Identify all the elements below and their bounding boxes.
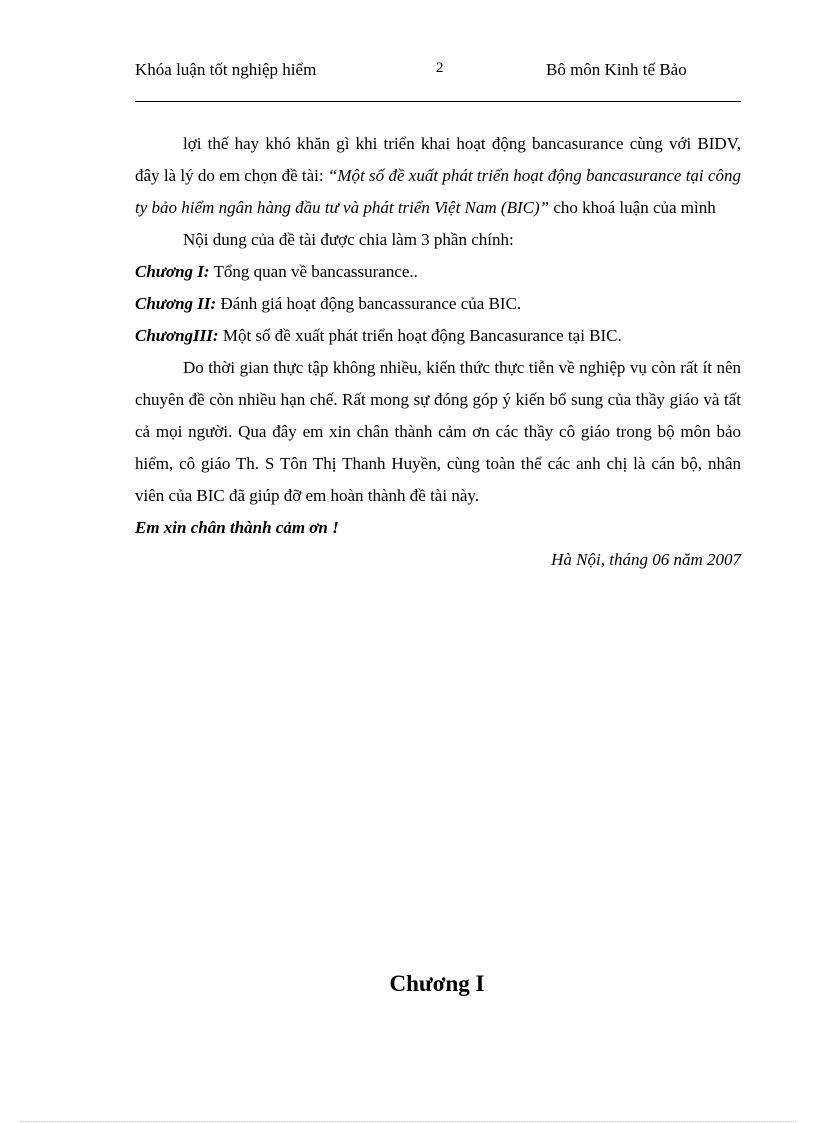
intro-paragraph (135, 128, 741, 224)
header-divider (135, 101, 741, 102)
page-number: 2 (436, 60, 444, 76)
chapter-heading: Chương I (389, 971, 485, 996)
intro-paragraph-start: lợi thế hay khó khăn gì khi triển khai hoạt động bancasurance cùng với BIDV, đây là lý do em chọn đề tài: (135, 134, 741, 185)
page-bottom-divider (20, 1121, 796, 1122)
chapter-label: Chương I: (135, 262, 210, 281)
parts-intro: Nội dung của đề tài được chia làm 3 phần chính: (183, 230, 514, 249)
date-line: Hà Nội, tháng 06 năm 2007 (551, 550, 741, 569)
chapter-list-item (135, 288, 741, 320)
chapter-description: Đánh giá hoạt động bancassurance của BIC. (216, 294, 522, 313)
header-right-title: Bô môn Kinh tế Bảo (546, 60, 687, 79)
thesis-title-quote: “Một số đề xuất phát triển hoạt động bancasurance tại công ty bảo hiểm ngân hàng đầu tư và phát triển Việt Nam (BIC)” (135, 166, 741, 217)
chapter-label: Chương II: (135, 294, 217, 313)
chapter-list-item (135, 256, 741, 288)
chapter-description: Tổng quan về bancassurance.. (209, 262, 418, 281)
acknowledgement-paragraph: Do thời gian thực tập không nhiều, kiến thức thực tiễn về nghiệp vụ còn rất ít nên chuyên đề còn nhiều hạn chế. Rất mong sự đóng góp ý kiến bổ sung của thầy giáo và tất cả mọi người. Qua đây em xin chân thành cảm ơn các thầy cô giáo trong bộ môn bảo hiểm, cô giáo Th. S Tôn Thị Thanh Huyền, cùng toàn thể các anh chị là cán bộ, nhân viên của BIC đã giúp đỡ em hoàn thành đề tài này. (135, 358, 741, 505)
closing-thanks: Em xin chân thành cảm ơn ! (135, 518, 339, 537)
chapter-label: ChươngIII: (135, 326, 219, 345)
header-left-title: Khóa luận tốt nghiệp hiểm (135, 60, 317, 79)
chapter-description: Một số đề xuất phát triển hoạt động Bancasurance tại BIC. (218, 326, 622, 345)
intro-paragraph-end: cho khoá luận của mình (549, 198, 716, 217)
chapter-list-item (135, 320, 741, 352)
document-body (135, 128, 741, 576)
